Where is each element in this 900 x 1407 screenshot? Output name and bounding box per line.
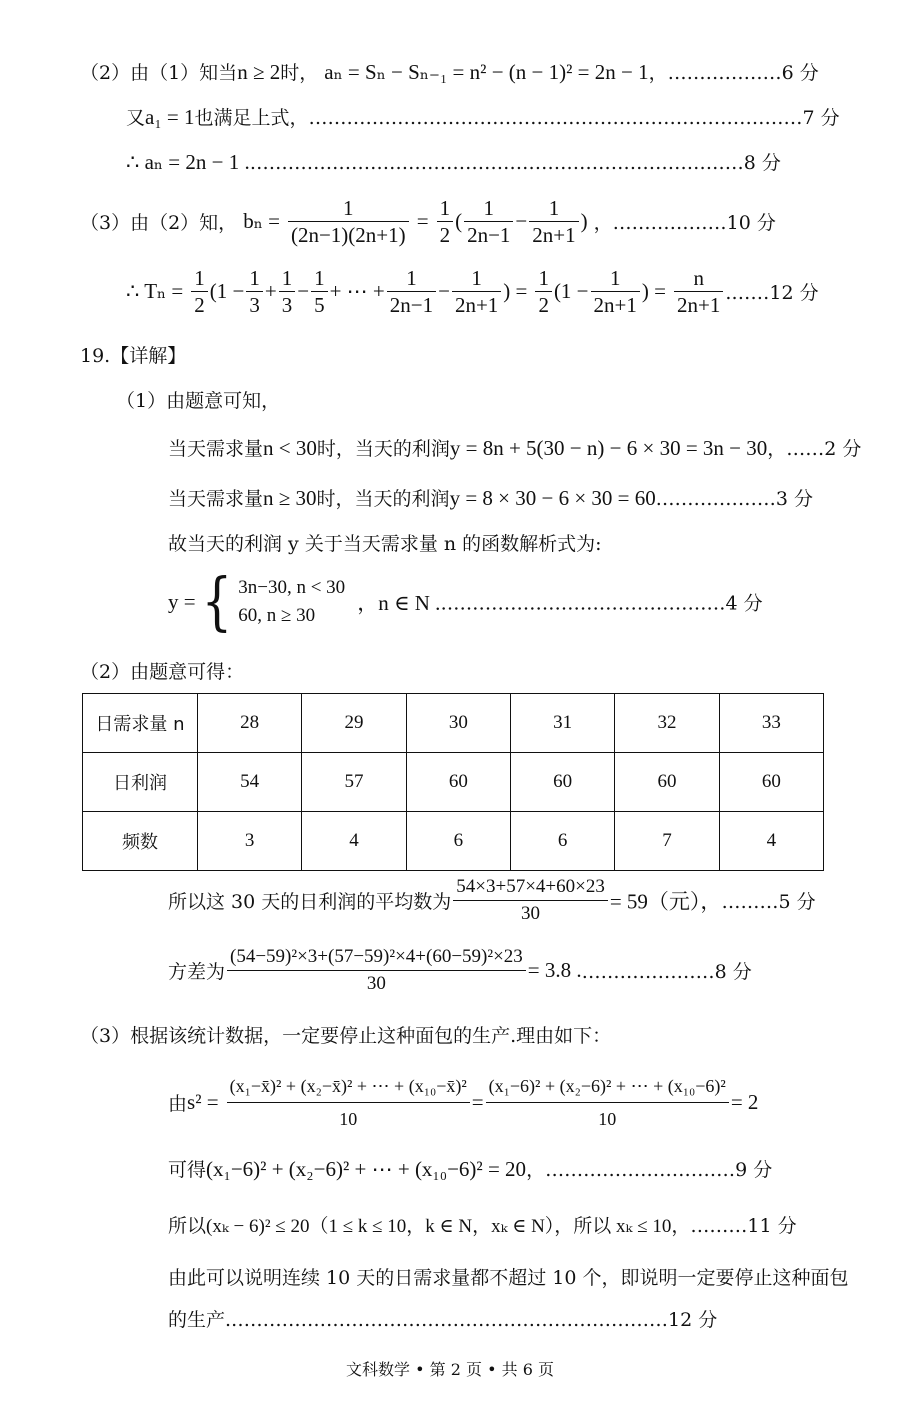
table-row-profit	[83, 753, 824, 812]
part2-a1-formula: a₁ = 1	[145, 105, 195, 129]
Tn-ellipsis: + ⋯ +	[329, 279, 385, 303]
bn-lhs: bₙ =	[243, 209, 280, 233]
score-5: ………5 分	[721, 891, 816, 913]
score-12a: .……12 分	[725, 282, 819, 304]
mean-result: = 59（元），	[609, 889, 722, 914]
variance-result: = 3.8 .	[527, 958, 582, 982]
part2-line2	[126, 103, 840, 132]
s2-fraction-2: $\frac{\text{(x₁−6)² + (x₂−6)² + ⋯ + (x₁₀−6)²}}{10}$	[486, 1070, 729, 1135]
table-cell: 32	[615, 694, 719, 753]
part2-line1	[80, 58, 819, 87]
row-label-profit: 日利润	[83, 753, 198, 812]
score-10: ，………………10 分	[593, 212, 776, 234]
table-cell: 60	[510, 753, 614, 812]
Tn-lhs: ∴ Tₙ =	[126, 279, 184, 303]
case1-condition: n < 30	[263, 436, 317, 460]
mean-fraction: $\frac{54\times 3+57\times 4+60\times 23}{30}$	[453, 874, 608, 927]
table-row-frequency	[83, 812, 824, 871]
score-6: ，………………6 分	[648, 62, 819, 84]
term1-fraction: $\frac{1}{2n-1}$	[464, 195, 513, 248]
score-8: ……………………………………………………………………8 分	[249, 152, 781, 174]
table-cell: 33	[719, 694, 823, 753]
so-formula: (xₖ − 6)² ≤ 20（1 ≤ k ≤ 10，k ∈ N，xₖ ∈ N），所以 xₖ ≤ 10	[206, 1216, 672, 1237]
mean-line: 所以这 30 天的日利润的平均数为 $\frac{54\times 3+57\times 4+60\times 23}{30}$ = 59（元），………5 分	[168, 874, 816, 927]
case2-condition: n ≥ 30	[263, 486, 317, 510]
table-cell: 31	[510, 694, 614, 753]
table-cell: 60	[406, 753, 510, 812]
variance-line: 方差为 $\frac{\text{(54−59)²×3+(57−59)²×4+(60−59)²×23}}{30}$ = 3.8 .…………………8 分	[168, 944, 752, 997]
table-cell: 3	[198, 812, 302, 871]
score-8b: …………………8 分	[581, 961, 752, 983]
q19-part3-lead: （3）根据该统计数据，一定要停止这种面包的生产.理由如下：	[80, 1025, 612, 1047]
score-4: ………………………………………4 分	[440, 592, 763, 615]
table-cell: 29	[302, 694, 406, 753]
s2-fraction-1: $\frac{\text{(x₁−x̄)² + (x₂−x̄)² + ⋯ + (x₁₀−x̄)²}}{10}$	[227, 1070, 470, 1135]
case2-formula: y = 8 × 30 − 6 × 30 = 60	[449, 486, 656, 510]
score-3: .………………3 分	[655, 488, 813, 510]
table-cell: 6	[406, 812, 510, 871]
data-table	[82, 693, 824, 871]
part2-an-formula: aₙ = Sₙ − Sₙ₋₁ = n² − (n − 1)² = 2n − 1	[324, 60, 649, 84]
part3-T-line: ∴ Tₙ = $\frac{1}{2}$ (1 − $\frac{1}{3}$ + $\frac{1}{3}$ − $\frac{1}{5}$ + ⋯ + $\frac{1}{2n-1}$ − $\frac{1}{2n+1}$ ) = $\frac{1}{2}$ (1 − $\frac{1}{2n+1}$ ) = $\frac{n}{2n+1}$ .……12 分	[126, 266, 819, 317]
q19-part1-lead: （1）由题意可知，	[116, 390, 281, 412]
s2-result: = 2	[730, 1090, 759, 1114]
get-formula: (x₁−6)² + (x₂−6)² + ⋯ + (x₁₀−6)² = 20	[206, 1157, 527, 1181]
score-7: ……………………………………………………………………7 分	[308, 107, 840, 129]
part2-line2-text2: 也满足上式，	[194, 107, 309, 129]
score-12b: ……………………………………………………………12 分	[231, 1309, 718, 1331]
half-fraction: $\frac{1}{2}$	[437, 195, 454, 248]
bn-fraction: $\frac{1}{(2n-1)(2n+1)}$	[288, 195, 409, 248]
part2-line2-text: 又	[126, 107, 146, 129]
table-cell: 4	[719, 812, 823, 871]
table-cell: 30	[406, 694, 510, 753]
score-2: ，……2 分	[767, 438, 862, 460]
table-cell: 7	[615, 812, 719, 871]
score-9: ，…………………………9 分	[526, 1159, 773, 1181]
part2-line1-text2: 时，	[280, 62, 319, 84]
piece-domain: ，n ∈ N .	[357, 591, 441, 615]
term2-fraction: $\frac{1}{2n+1}$	[529, 195, 578, 248]
variance-fraction: $\frac{\text{(54−59)²×3+(57−59)²×4+(60−59)²×23}}{30}$	[227, 944, 526, 997]
case1-formula: y = 8n + 5(30 − n) − 6 × 30 = 3n − 30	[449, 436, 768, 460]
piece-case-2: 60, n ≥ 30	[238, 605, 316, 626]
q19-case1: 当天需求量n < 30时，当天的利润y = 8n + 5(30 − n) − 6 × 30 = 3n − 30，……2 分	[168, 436, 862, 460]
conclusion-line2: 的生产.……………………………………………………………12 分	[168, 1309, 718, 1331]
table-cell: 60	[719, 753, 823, 812]
table-row-demand	[83, 694, 824, 753]
q19-heading: 19.【详解】	[80, 345, 187, 367]
q19-part2-lead: （2）由题意可得：	[80, 661, 245, 683]
row-label-frequency: 频数	[83, 812, 198, 871]
part2-an-result: ∴ aₙ = 2n − 1 .	[126, 150, 250, 174]
s2-line: 由s² = $\frac{\text{(x₁−x̄)² + (x₂−x̄)² + ⋯ + (x₁₀−x̄)²}}{10}$ = $\frac{\text{(x₁−6)² + (x₂−6)² + ⋯ + (x₁₀−6)²}}{10}$ = 2	[168, 1070, 758, 1135]
piece-case-1: 3n−30, n < 30	[238, 577, 346, 598]
part3-lead: （3）由（2）知，	[80, 212, 238, 234]
table-cell: 6	[510, 812, 614, 871]
row-label-demand: 日需求量 n	[83, 694, 198, 753]
table-cell: 60	[615, 753, 719, 812]
Tn-result: $\frac{n}{2n+1}$	[674, 265, 723, 318]
part2-line3	[126, 148, 781, 177]
conclusion-line1: 由此可以说明连续 10 天的日需求量都不超过 10 个，即说明一定要停止这种面包	[168, 1267, 849, 1289]
part3-b-line: （3）由（2）知， bₙ = $\frac{1}{(2n-1)(2n+1)}$ = $\frac{1}{2}$ ( $\frac{1}{2n-1}$ − $\frac{1}{2n+1}$ ) ，………………10 分	[80, 196, 776, 247]
page-footer: 文科数学 • 第 2 页 • 共 6 页	[346, 1360, 554, 1379]
table-cell: 54	[198, 753, 302, 812]
piecewise-function: y = { 3n−30, n < 30 60, n ≥ 30 ，n ∈ N .………………………………………4 分	[168, 565, 763, 639]
q19-summary: 故当天的利润 y 关于当天需求量 n 的函数解析式为:	[168, 533, 602, 555]
table-cell: 57	[302, 753, 406, 812]
s2-lhs: s² =	[187, 1090, 219, 1114]
table-cell: 4	[302, 812, 406, 871]
part2-condition: n ≥ 2	[237, 60, 281, 84]
so-line: 所以(xₖ − 6)² ≤ 20（1 ≤ k ≤ 10，k ∈ N，xₖ ∈ N），所以 xₖ ≤ 10，………11 分	[168, 1215, 797, 1237]
q19-case2: 当天需求量n ≥ 30时，当天的利润y = 8 × 30 − 6 × 30 = 60.………………3 分	[168, 486, 813, 510]
get-line: 可得(x₁−6)² + (x₂−6)² + ⋯ + (x₁₀−6)² = 20，…………………………9 分	[168, 1157, 773, 1181]
score-11: ，………11 分	[671, 1215, 797, 1237]
part2-line1-text: （2）由（1）知当	[80, 62, 238, 84]
table-cell: 28	[198, 694, 302, 753]
